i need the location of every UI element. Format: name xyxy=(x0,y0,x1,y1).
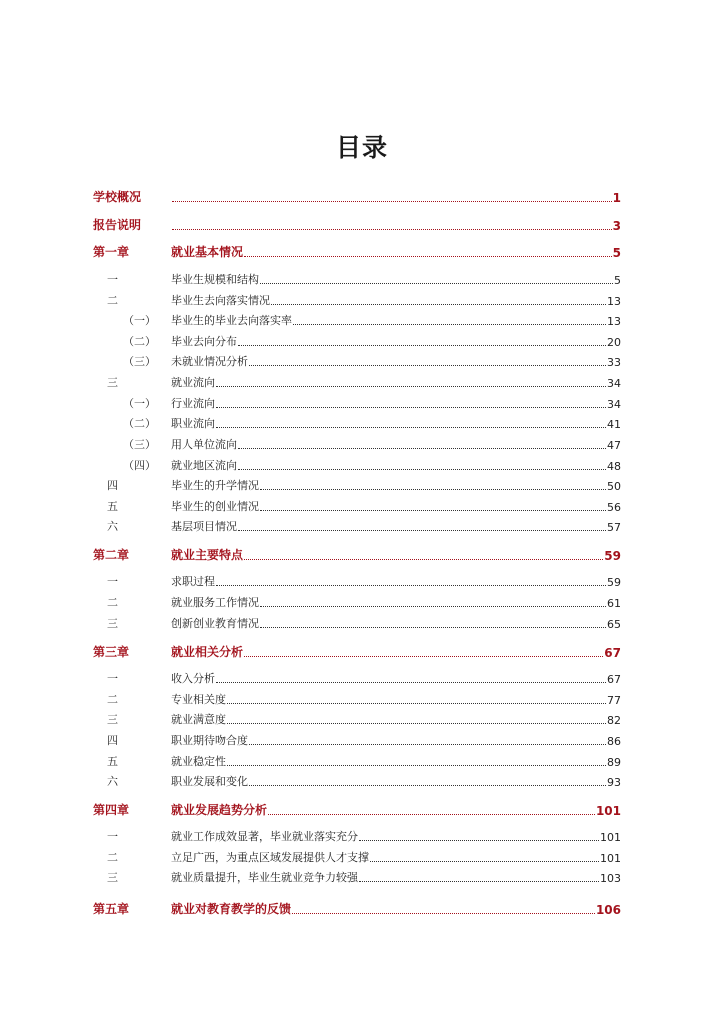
toc-entry-title: 毕业生的升学情况 xyxy=(171,479,259,492)
toc-chapter-entry[interactable] xyxy=(93,900,621,917)
toc-entry-number: 学校概况 xyxy=(93,190,142,204)
toc-dot-leader xyxy=(359,839,599,841)
toc-section-entry[interactable] xyxy=(93,869,621,885)
toc-page-number: 13 xyxy=(607,315,621,328)
toc-dot-leader xyxy=(238,344,606,346)
toc-chapter-entry[interactable] xyxy=(93,546,621,563)
toc-entry-title: 基层项目情况 xyxy=(171,520,237,533)
toc-page-number: 106 xyxy=(595,903,621,917)
toc-entry-title: 收入分析 xyxy=(171,672,215,685)
toc-page-number: 47 xyxy=(607,439,621,452)
toc-entry-number: （一） xyxy=(123,397,156,410)
toc-page-number: 65 xyxy=(607,618,621,631)
toc-page-number: 33 xyxy=(607,356,621,369)
toc-entry-number: 二 xyxy=(107,851,118,864)
toc-entry-title: 职业流向 xyxy=(171,417,215,430)
toc-entry-title: 职业发展和变化 xyxy=(171,775,248,788)
toc-entry-title: 毕业生的毕业去向落实率 xyxy=(171,314,292,327)
toc-entry-title: 毕业生规模和结构 xyxy=(171,273,259,286)
toc-dot-leader xyxy=(260,605,606,607)
toc-dot-leader xyxy=(216,426,606,428)
toc-entry-number: 二 xyxy=(107,693,118,706)
toc-section-entry[interactable] xyxy=(93,849,621,865)
toc-section-entry[interactable] xyxy=(93,573,621,589)
toc-dot-leader xyxy=(238,529,606,531)
toc-entry-title: 就业服务工作情况 xyxy=(171,596,259,609)
toc-entry-number: 五 xyxy=(107,500,118,513)
toc-entry-title: 毕业生去向落实情况 xyxy=(171,294,270,307)
toc-page-number: 59 xyxy=(607,576,621,589)
toc-entry-number: 第三章 xyxy=(93,645,130,659)
toc-entry-number: 第四章 xyxy=(93,803,130,817)
toc-dot-leader xyxy=(227,722,606,724)
toc-section-entry[interactable] xyxy=(93,498,621,514)
toc-entry-title: 就业地区流向 xyxy=(171,459,237,472)
toc-dot-leader xyxy=(244,255,612,257)
toc-section-entry[interactable] xyxy=(93,711,621,727)
toc-entry-number: 六 xyxy=(107,775,118,788)
toc-entry-number: 三 xyxy=(107,871,118,884)
toc-entry-number: 三 xyxy=(107,713,118,726)
toc-page-number: 93 xyxy=(607,776,621,789)
toc-entry-title: 就业对教育教学的反馈 xyxy=(171,902,292,916)
toc-dot-leader xyxy=(260,626,606,628)
toc-section-entry[interactable] xyxy=(93,518,621,534)
toc-page-number: 101 xyxy=(600,831,621,844)
toc-dot-leader xyxy=(260,509,606,511)
toc-page-number: 41 xyxy=(607,418,621,431)
toc-entry-number: 六 xyxy=(107,520,118,533)
toc-section-entry[interactable] xyxy=(93,828,621,844)
toc-chapter-entry[interactable] xyxy=(93,216,621,233)
toc-dot-leader xyxy=(249,364,606,366)
toc-entry-number: 二 xyxy=(107,294,118,307)
toc-section-entry[interactable] xyxy=(93,670,621,686)
toc-page-number: 56 xyxy=(607,501,621,514)
toc-chapter-entry[interactable] xyxy=(93,188,621,205)
toc-chapter-entry[interactable] xyxy=(93,243,621,260)
toc-entry-number: 第一章 xyxy=(93,245,130,259)
toc-entry-title: 就业质量提升，毕业生就业竞争力较强 xyxy=(171,871,358,884)
toc-dot-leader xyxy=(216,681,606,683)
toc-entry-title: 就业相关分析 xyxy=(171,645,244,659)
toc-page-number: 50 xyxy=(607,480,621,493)
toc-dot-leader xyxy=(216,406,606,408)
toc-dot-leader xyxy=(359,880,599,882)
toc-dot-leader xyxy=(249,784,606,786)
toc-entry-title: 毕业生的创业情况 xyxy=(171,500,259,513)
toc-page-number: 3 xyxy=(612,219,621,233)
toc-dot-leader xyxy=(271,303,606,305)
toc-entry-number: （一） xyxy=(123,314,156,327)
toc-entry-title: 专业相关度 xyxy=(171,693,226,706)
toc-dot-leader xyxy=(260,282,613,284)
page-title-text: 目录 xyxy=(335,133,388,162)
toc-page-number: 34 xyxy=(607,377,621,390)
toc-entry-title: 立足广西，为重点区域发展提供人才支撑 xyxy=(171,851,369,864)
toc-page-number: 103 xyxy=(600,872,621,885)
toc-entry-number: 一 xyxy=(107,830,118,843)
toc-entry-title: 创新创业教育情况 xyxy=(171,617,259,630)
toc-entry-number: 报告说明 xyxy=(93,218,142,232)
toc-subsection-entry[interactable] xyxy=(93,395,621,411)
toc-entry-title: 就业流向 xyxy=(171,376,215,389)
toc-section-entry[interactable] xyxy=(93,691,621,707)
toc-entry-number: （二） xyxy=(123,335,156,348)
toc-page-number: 101 xyxy=(600,852,621,865)
toc-dot-leader xyxy=(216,584,606,586)
toc-entry-title: 就业发展趋势分析 xyxy=(171,803,268,817)
toc-entry-number: 四 xyxy=(107,734,118,747)
toc-section-entry[interactable] xyxy=(93,732,621,748)
toc-page-number: 77 xyxy=(607,694,621,707)
toc-dot-leader xyxy=(238,468,606,470)
toc-section-entry[interactable] xyxy=(93,773,621,789)
toc-page-number: 67 xyxy=(607,673,621,686)
toc-subsection-entry[interactable] xyxy=(93,333,621,349)
toc-section-entry[interactable] xyxy=(93,292,621,308)
toc-page-number: 5 xyxy=(614,274,621,287)
toc-entry-number: 一 xyxy=(107,672,118,685)
toc-entry-title: 求职过程 xyxy=(171,575,215,588)
toc-entry-title: 未就业情况分析 xyxy=(171,355,248,368)
toc-page-number: 86 xyxy=(607,735,621,748)
toc-entry-title: 就业主要特点 xyxy=(171,548,244,562)
toc-dot-leader xyxy=(172,228,612,230)
toc-page-number: 5 xyxy=(612,246,621,260)
toc-dot-leader xyxy=(293,323,606,325)
toc-section-entry[interactable] xyxy=(93,594,621,610)
toc-page-number: 82 xyxy=(607,714,621,727)
toc-entry-title: 就业稳定性 xyxy=(171,755,226,768)
toc-entry-title: 用人单位流向 xyxy=(171,438,237,451)
toc-entry-number: （四） xyxy=(123,459,156,472)
toc-subsection-entry[interactable] xyxy=(93,312,621,328)
toc-page-number: 89 xyxy=(607,756,621,769)
toc-dot-leader xyxy=(292,912,595,914)
toc-section-entry[interactable] xyxy=(93,374,621,390)
toc-entry-title: 就业工作成效显著，毕业就业落实充分 xyxy=(171,830,358,843)
toc-entry-title: 行业流向 xyxy=(171,397,215,410)
toc-entry-number: 三 xyxy=(107,376,118,389)
toc-page-number: 67 xyxy=(604,646,621,660)
toc-dot-leader xyxy=(227,764,606,766)
toc-entry-title: 就业基本情况 xyxy=(171,245,244,259)
toc-entry-number: （三） xyxy=(123,438,156,451)
toc-page-number: 20 xyxy=(607,336,621,349)
toc-subsection-entry[interactable] xyxy=(93,436,621,452)
toc-chapter-entry[interactable] xyxy=(93,643,621,660)
toc-subsection-entry[interactable] xyxy=(93,457,621,473)
toc-entry-title: 毕业去向分布 xyxy=(171,335,237,348)
toc-dot-leader xyxy=(238,447,606,449)
toc-dot-leader xyxy=(227,702,606,704)
toc-entry-number: 一 xyxy=(107,575,118,588)
toc-page-number: 48 xyxy=(607,460,621,473)
toc-page-number: 57 xyxy=(607,521,621,534)
toc-section-entry[interactable] xyxy=(93,753,621,769)
page-title xyxy=(336,128,388,164)
toc-page-number: 13 xyxy=(607,295,621,308)
toc-entry-number: 一 xyxy=(107,273,118,286)
toc-section-entry[interactable] xyxy=(93,615,621,631)
toc-entry-number: 三 xyxy=(107,617,118,630)
toc-entry-number: （二） xyxy=(123,417,156,430)
toc-entry-number: （三） xyxy=(123,355,156,368)
toc-dot-leader xyxy=(249,743,606,745)
toc-subsection-entry[interactable] xyxy=(93,353,621,369)
toc-page-number: 34 xyxy=(607,398,621,411)
toc-dot-leader xyxy=(244,558,603,560)
toc-entry-number: 四 xyxy=(107,479,118,492)
toc-entry-title: 职业期待吻合度 xyxy=(171,734,248,747)
toc-entry-number: 第五章 xyxy=(93,902,130,916)
toc-entry-number: 第二章 xyxy=(93,548,130,562)
toc-dot-leader xyxy=(172,200,612,202)
toc-page-number: 1 xyxy=(612,191,621,205)
toc-page-number: 61 xyxy=(607,597,621,610)
toc-entry-number: 五 xyxy=(107,755,118,768)
toc-subsection-entry[interactable] xyxy=(93,415,621,431)
toc-dot-leader xyxy=(268,813,595,815)
toc-section-entry[interactable] xyxy=(93,271,621,287)
toc-dot-leader xyxy=(244,655,603,657)
toc-dot-leader xyxy=(370,860,599,862)
toc-entry-number: 二 xyxy=(107,596,118,609)
toc-section-entry[interactable] xyxy=(93,477,621,493)
toc-chapter-entry[interactable] xyxy=(93,801,621,818)
toc-dot-leader xyxy=(260,488,606,490)
toc-page-number: 101 xyxy=(595,804,621,818)
toc-dot-leader xyxy=(216,385,606,387)
toc-page-number: 59 xyxy=(604,549,621,563)
toc-entry-title: 就业满意度 xyxy=(171,713,226,726)
